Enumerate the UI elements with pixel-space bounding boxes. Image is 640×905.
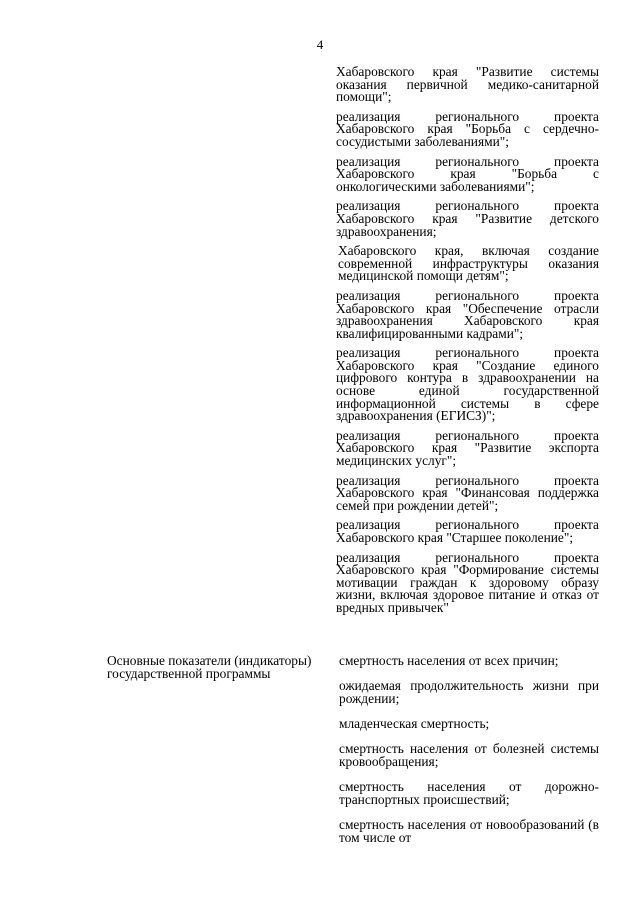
indicator-item: смертность населения от дорожно-транспортных происшествий; [339, 779, 599, 807]
goal-item: реализация регионального проекта Хабаровского края "Формирование системы мотивации граждан к здоровому образу жизни, включая здоровое питание и отказ от вредных привычек" [336, 549, 599, 615]
indicators-section-label: Основные показатели (индикаторы) государственной программы [107, 653, 312, 681]
program-goals-list [336, 66, 599, 622]
indicator-item: смертность населения от болезней системы кровообращения; [339, 741, 599, 769]
indicator-item: смертность населения от новообразований (в том числе от [339, 817, 599, 845]
goal-item: реализация регионального проекта Хабаровского края "Обеспечение отрасли здравоохранения Хабаровского края квалифицированными кадрами"; [336, 287, 599, 341]
goal-item: реализация регионального проекта Хабаровского края "Создание единого цифрового контура в здравоохранении на основе единой государственной информационной системы в сфере здравоохранения (ЕГИСЗ)"; [336, 345, 599, 424]
goal-item: реализация регионального проекта Хабаровского края "Развитие детского здравоохранения; [336, 198, 599, 239]
page-number: 4 [316, 37, 324, 52]
goal-item: реализация регионального проекта Хабаровского края "Финансовая поддержка семей при рождении детей"; [336, 472, 599, 513]
goal-item: реализация регионального проекта Хабаровского края "Борьба с сердечно-сосудистыми заболеваниями"; [336, 108, 599, 149]
indicators-list [339, 654, 599, 856]
goal-item: Хабаровского края, включая создание современной инфраструктуры оказания медицинской помощи детям"; [338, 243, 599, 284]
indicator-item: младенческая смертность; [339, 716, 490, 731]
indicator-item: смертность населения от всех причин; [339, 653, 559, 668]
goal-item: Хабаровского края "Развитие системы оказания первичной медико-санитарной помощи"; [336, 64, 599, 105]
goal-item: реализация регионального проекта Хабаровского края "Развитие экспорта медицинских услуг"; [336, 427, 599, 469]
goal-item: реализация регионального проекта Хабаровского края "Старшее поколение"; [336, 517, 599, 545]
goal-item: реализация регионального проекта Хабаровского края "Борьба с онкологическими заболеваниями"; [336, 153, 599, 194]
indicator-item: ожидаемая продолжительность жизни при рождении; [339, 678, 599, 706]
